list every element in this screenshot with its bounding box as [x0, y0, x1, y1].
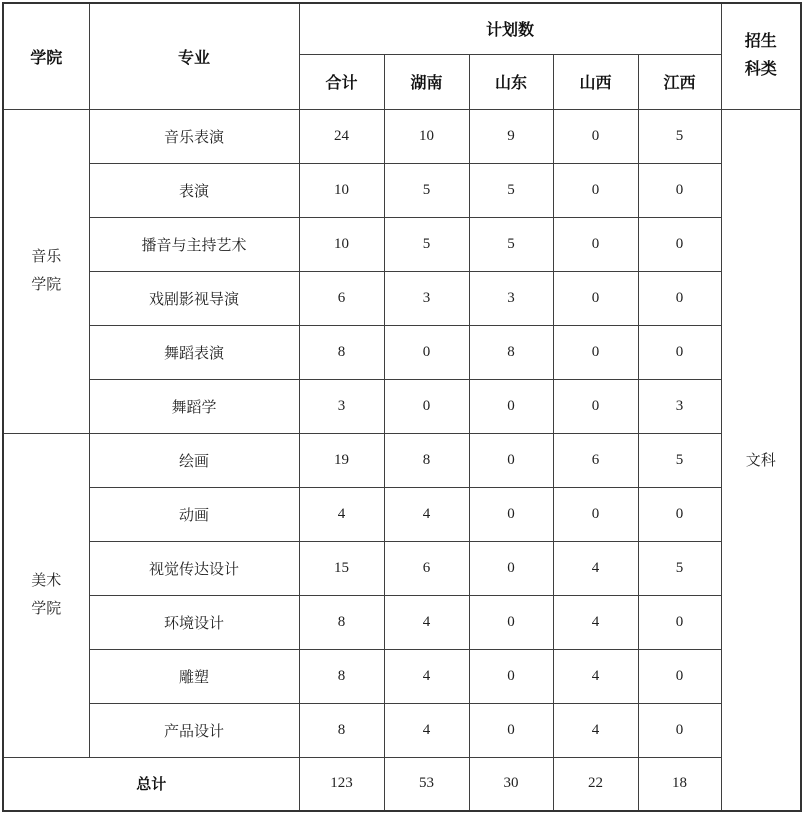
total-label-cell: 总计 — [3, 757, 299, 811]
value-cell: 8 — [299, 703, 384, 757]
value-cell: 15 — [299, 541, 384, 595]
value-cell: 3 — [384, 271, 469, 325]
value-cell: 4 — [384, 487, 469, 541]
major-cell: 表演 — [89, 163, 299, 217]
value-cell: 0 — [638, 163, 721, 217]
major-cell: 雕塑 — [89, 649, 299, 703]
value-cell: 24 — [299, 109, 384, 163]
table-row — [3, 379, 801, 433]
value-cell: 4 — [384, 703, 469, 757]
value-cell: 5 — [384, 217, 469, 271]
value-cell: 5 — [638, 541, 721, 595]
total-value-cell: 18 — [638, 757, 721, 811]
category-header-line2: 科类 — [744, 61, 777, 79]
category-cell: 文科 — [721, 109, 801, 811]
value-cell: 4 — [299, 487, 384, 541]
table-row — [3, 703, 801, 757]
value-cell: 4 — [384, 595, 469, 649]
table-row — [3, 325, 801, 379]
college-header-cell: 学院 — [3, 3, 89, 109]
value-cell: 8 — [299, 595, 384, 649]
value-cell: 0 — [384, 325, 469, 379]
major-cell: 绘画 — [89, 433, 299, 487]
college-cell-line1: 音乐 — [31, 248, 62, 265]
value-cell: 0 — [638, 649, 721, 703]
value-cell: 0 — [469, 379, 553, 433]
total-value-cell: 123 — [299, 757, 384, 811]
value-cell: 0 — [469, 703, 553, 757]
major-cell: 戏剧影视导演 — [89, 271, 299, 325]
major-cell: 环境设计 — [89, 595, 299, 649]
enrollment-plan-table — [2, 2, 802, 812]
major-cell: 视觉传达设计 — [89, 541, 299, 595]
value-cell: 10 — [299, 217, 384, 271]
value-cell: 0 — [553, 217, 638, 271]
plan-header-cell: 计划数 — [299, 3, 721, 54]
table-row — [3, 163, 801, 217]
value-cell: 0 — [638, 703, 721, 757]
value-cell: 8 — [469, 325, 553, 379]
value-cell: 0 — [638, 271, 721, 325]
value-cell: 5 — [638, 433, 721, 487]
value-cell: 0 — [553, 271, 638, 325]
value-cell: 0 — [638, 325, 721, 379]
value-cell: 8 — [299, 325, 384, 379]
major-cell: 播音与主持艺术 — [89, 217, 299, 271]
value-cell: 0 — [469, 649, 553, 703]
total-value-cell: 30 — [469, 757, 553, 811]
value-cell: 6 — [384, 541, 469, 595]
subcol-header-jiangxi: 江西 — [638, 54, 721, 109]
table-row — [3, 541, 801, 595]
value-cell: 10 — [299, 163, 384, 217]
table-row — [3, 433, 801, 487]
major-cell: 产品设计 — [89, 703, 299, 757]
total-value-cell: 22 — [553, 757, 638, 811]
major-cell: 动画 — [89, 487, 299, 541]
subcol-header-hunan: 湖南 — [384, 54, 469, 109]
college-cell-line2: 学院 — [31, 600, 62, 617]
value-cell: 0 — [469, 433, 553, 487]
college-cell-line1: 美术 — [31, 572, 62, 589]
value-cell: 3 — [299, 379, 384, 433]
value-cell: 3 — [469, 271, 553, 325]
value-cell: 4 — [384, 649, 469, 703]
value-cell: 0 — [553, 325, 638, 379]
subcol-header-shanxi: 山西 — [553, 54, 638, 109]
value-cell: 4 — [553, 595, 638, 649]
college-cell-music — [3, 109, 89, 433]
value-cell: 19 — [299, 433, 384, 487]
value-cell: 6 — [299, 271, 384, 325]
value-cell: 4 — [553, 703, 638, 757]
table-row — [3, 649, 801, 703]
value-cell: 0 — [384, 379, 469, 433]
value-cell: 5 — [469, 163, 553, 217]
college-cell-art — [3, 433, 89, 757]
major-cell: 舞蹈学 — [89, 379, 299, 433]
table-row — [3, 271, 801, 325]
table-row — [3, 217, 801, 271]
value-cell: 0 — [469, 541, 553, 595]
value-cell: 9 — [469, 109, 553, 163]
total-row — [3, 757, 801, 811]
value-cell: 6 — [553, 433, 638, 487]
major-cell: 舞蹈表演 — [89, 325, 299, 379]
value-cell: 0 — [638, 595, 721, 649]
table-row — [3, 109, 801, 163]
table-row — [3, 487, 801, 541]
value-cell: 5 — [384, 163, 469, 217]
total-value-cell: 53 — [384, 757, 469, 811]
value-cell: 0 — [469, 487, 553, 541]
table-row — [3, 595, 801, 649]
category-header-line1: 招生 — [744, 33, 777, 51]
header-row-1 — [3, 3, 801, 54]
value-cell: 0 — [638, 217, 721, 271]
value-cell: 0 — [553, 163, 638, 217]
value-cell: 4 — [553, 541, 638, 595]
value-cell: 5 — [638, 109, 721, 163]
value-cell: 0 — [638, 487, 721, 541]
value-cell: 0 — [553, 109, 638, 163]
value-cell: 10 — [384, 109, 469, 163]
category-header-cell — [721, 3, 801, 109]
major-cell: 音乐表演 — [89, 109, 299, 163]
subcol-header-total: 合计 — [299, 54, 384, 109]
value-cell: 8 — [384, 433, 469, 487]
value-cell: 0 — [553, 379, 638, 433]
value-cell: 0 — [553, 487, 638, 541]
subcol-header-shandong: 山东 — [469, 54, 553, 109]
value-cell: 0 — [469, 595, 553, 649]
value-cell: 5 — [469, 217, 553, 271]
major-header-cell: 专业 — [89, 3, 299, 109]
value-cell: 8 — [299, 649, 384, 703]
college-cell-line2: 学院 — [31, 276, 62, 293]
value-cell: 4 — [553, 649, 638, 703]
value-cell: 3 — [638, 379, 721, 433]
